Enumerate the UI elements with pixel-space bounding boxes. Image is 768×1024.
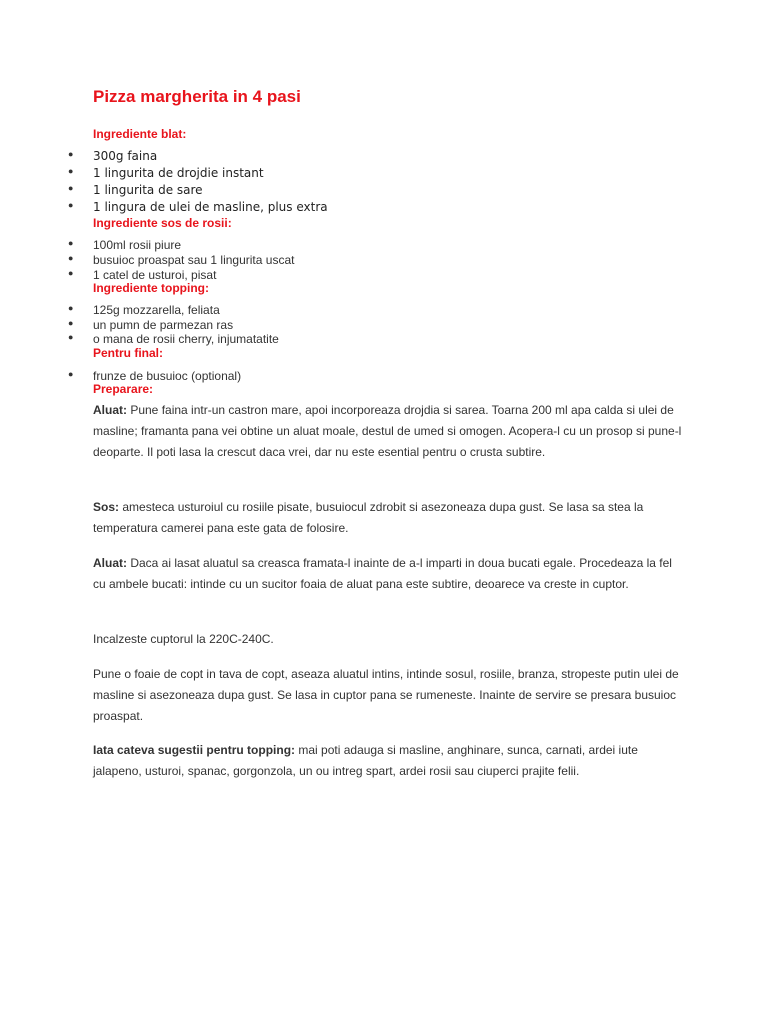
bullet-icon: ● bbox=[68, 200, 74, 210]
ingredient-text: 1 lingurita de drojdie instant bbox=[93, 166, 264, 180]
ingredient-text: busuioc proaspat sau 1 lingurita uscat bbox=[93, 253, 295, 267]
bullet-icon: ● bbox=[68, 332, 74, 342]
bullet-icon: ● bbox=[68, 166, 74, 176]
ingredient-text: un pumn de parmezan ras bbox=[93, 318, 234, 332]
heading-blat: Ingrediente blat: bbox=[93, 127, 187, 141]
ingredient-text: 1 lingurita de sare bbox=[93, 183, 203, 197]
step-text: Daca ai lasat aluatul sa creasca framata-l inainte de a-l imparti in doua bucati egale. Procedeaza la fel cu ambele bucati: intinde cu un sucitor foaia de aluat pana este subtire, deoarece va creste in cuptor. bbox=[93, 556, 672, 591]
step-text: mai poti adauga si masline, anghinare, sunca, carnati, ardei iute jalapeno, usturoi, spanac, gorgonzola, un ou intreg spart, ardei rosii sau ciuperci prajite felii. bbox=[93, 743, 638, 778]
step-paragraph-aluat bbox=[93, 400, 683, 463]
bullet-icon: ● bbox=[68, 183, 74, 193]
step-label: Sos: bbox=[93, 500, 120, 514]
ingredient-text: frunze de busuioc (optional) bbox=[93, 369, 242, 383]
step-text: Incalzeste cuptorul la 220C-240C. bbox=[93, 632, 274, 646]
bullet-icon: ● bbox=[68, 268, 74, 278]
step-paragraph-cuptor bbox=[93, 629, 683, 650]
ingredient-text: 1 catel de usturoi, pisat bbox=[93, 268, 217, 282]
bullet-icon: ● bbox=[68, 253, 74, 263]
ingredient-text: o mana de rosii cherry, injumatatite bbox=[93, 332, 279, 346]
bullet-icon: ● bbox=[68, 369, 74, 379]
step-paragraph-aluat-2 bbox=[93, 553, 683, 595]
step-text: Pune o foaie de copt in tava de copt, aseaza aluatul intins, intinde sosul, rosiile, branza, stropeste putin ulei de masline si asezoneaza dupa gust. Se lasa in cuptor pana se rumeneste. Inainte de servire se presara busuioc proaspat. bbox=[93, 667, 679, 723]
ingredient-text: 1 lingura de ulei de masline, plus extra bbox=[93, 200, 328, 214]
step-paragraph-copt bbox=[93, 664, 683, 727]
bullet-icon: ● bbox=[68, 303, 74, 313]
bullet-icon: ● bbox=[68, 149, 74, 159]
ingredient-text: 125g mozzarella, feliata bbox=[93, 303, 220, 317]
recipe-title: Pizza margherita in 4 pasi bbox=[93, 87, 301, 106]
heading-sos: Ingrediente sos de rosii: bbox=[93, 216, 232, 230]
step-text: Pune faina intr-un castron mare, apoi incorporeaza drojdia si sarea. Toarna 200 ml apa calda si ulei de masline; framanta pana vei obtine un aluat moale, destul de umed si omogen. Acopera-l cu un prosop si pune-l deoparte. Il poti lasa la crescut daca vrei, dar nu este esential pentru o crusta subtire. bbox=[93, 403, 682, 459]
step-paragraph-sos bbox=[93, 497, 683, 539]
heading-final: Pentru final: bbox=[93, 346, 164, 360]
step-label: Aluat: bbox=[93, 556, 127, 570]
ingredient-text: 300g faina bbox=[93, 149, 158, 163]
step-text: amesteca usturoiul cu rosiile pisate, busuiocul zdrobit si asezoneaza dupa gust. Se lasa sa stea la temperatura camerei pana este gata de folosire. bbox=[93, 500, 644, 535]
bullet-icon: ● bbox=[68, 238, 74, 248]
ingredient-text: 100ml rosii piure bbox=[93, 238, 182, 252]
step-label: Aluat: bbox=[93, 403, 127, 417]
step-paragraph-sugestii bbox=[93, 740, 683, 782]
heading-preparare: Preparare: bbox=[93, 382, 154, 396]
heading-topping: Ingrediente topping: bbox=[93, 281, 209, 295]
bullet-icon: ● bbox=[68, 318, 74, 328]
step-label: Iata cateva sugestii pentru topping: bbox=[93, 743, 296, 757]
